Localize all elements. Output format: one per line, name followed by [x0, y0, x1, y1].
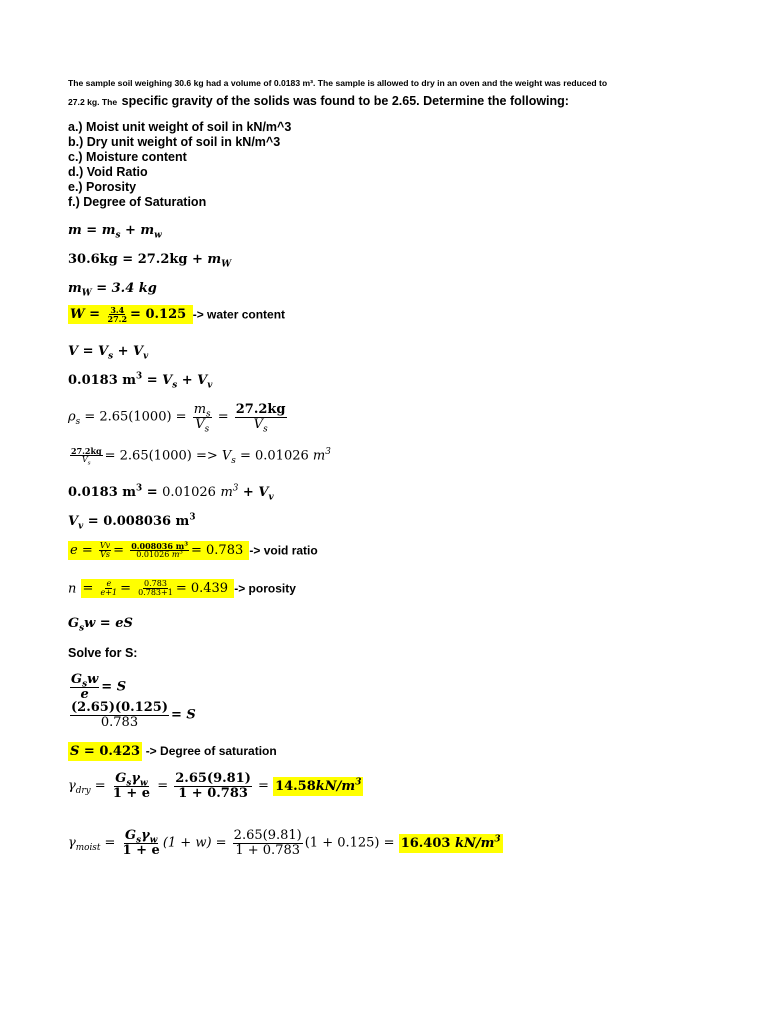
porosity-result: 0.439	[190, 581, 229, 597]
question-b: b.) Dry unit weight of soil in kN/m^3	[68, 135, 281, 149]
eq-dry-unit-weight: $\gamma_{dry}$ = $\frac{G_s\gamma_w}{1 + e}$ = $\frac{2.65(9.81)}{1 + 0.783}$ = $14.58kN/m^3$	[68, 771, 362, 801]
water-content-highlight: W = $\frac{3.4}{27.2}$ = 0.125	[68, 305, 193, 324]
e-numerator: 0.008036	[131, 541, 173, 551]
vs-fraction-numerator: 27.2kg	[71, 446, 102, 456]
eq-saturation-result	[68, 743, 277, 759]
dry-weight-denominator: 1 + 0.783	[178, 785, 248, 801]
eq-porosity: n = $\frac{e}{e+1}$ = $\frac{0.783}{0.783+1}$ = 0.439 -> porosity	[68, 579, 296, 598]
density-mass-numerator: 27.2kg	[235, 402, 286, 417]
n-denominator: 0.783+1	[138, 588, 173, 598]
eq-volume-values: 0.0183 $m^3 = V_s + V_v$	[68, 371, 213, 391]
total-volume-value: 0.0183 m	[68, 373, 137, 388]
eq-saturation-symbolic: $\frac{G_sw}{e}$ = S	[71, 672, 127, 702]
question-e: e.) Porosity	[68, 180, 137, 194]
eq-volume-substituted: 0.0183 $m^3 = 0.01026$ $m^3 + V_v$	[68, 483, 274, 503]
substituted-solid-volume: 0.01026	[162, 485, 216, 500]
void-ratio-highlight: e = $\frac{Vv}{Vs}$ = $\frac{0.008036 m^3}{0.01026 m^3}$ = 0.783	[68, 541, 249, 560]
substituted-total-volume: 0.0183 m	[68, 485, 137, 500]
density-expression: 2.65(1000)	[99, 409, 172, 425]
problem-intro-small: 27.2 kg. The	[68, 97, 118, 107]
moist-weight-highlight: 16.403 $kN/m^3$	[400, 834, 501, 851]
w-denominator: 27.2	[107, 314, 128, 325]
void-volume-result: 0.008036	[103, 514, 172, 529]
saturation-note: -> Degree of saturation	[145, 744, 277, 758]
w-numerator: 3.4	[110, 305, 125, 315]
eq-solid-density: $\rho_s = 2.65(1000)$ = $\frac{m_s}{V_s}$ = $\frac{27.2kg}{V_s}$	[68, 402, 286, 435]
total-mass-value: 30.6kg	[68, 252, 118, 267]
void-ratio-note: -> void ratio	[249, 543, 318, 558]
question-f: f.) Degree of Saturation	[68, 195, 207, 209]
dry-unit-weight-result: 14.58	[275, 778, 316, 794]
saturation-highlight: S = 0.423	[70, 744, 141, 759]
eq-void-volume: $V_v = 0.008036$ $m^3$	[68, 512, 196, 532]
eq-saturation-relation: $G_sw$ = eS	[68, 616, 133, 634]
question-c: c.) Moisture content	[68, 150, 187, 164]
eq-water-content	[68, 306, 285, 324]
problem-intro-large: specific gravity of the solids was found to be 2.65. Determine the following:	[121, 94, 569, 108]
problem-intro-line2	[68, 92, 569, 110]
s-numerator: (2.65)(0.125)	[71, 700, 168, 715]
solve-for-label: Solve for S:	[68, 646, 138, 660]
water-mass-value: 3.4 kg	[111, 281, 157, 296]
eq-void-ratio	[68, 542, 318, 560]
porosity-highlight: = $\frac{e}{e+1}$ = $\frac{0.783}{0.783+1}$ = 0.439	[81, 579, 235, 598]
moist-weight-denominator: 1 + 0.783	[235, 842, 301, 858]
moist-weight-numerator: 2.65(9.81)	[233, 828, 302, 843]
water-content-note: -> water content	[192, 307, 286, 322]
eq-volume-sum: $V = V_s + V_v$	[68, 344, 149, 362]
eq-water-mass: $m_W = 3.4$ kg	[68, 281, 157, 299]
problem-intro-text: The sample soil weighing 30.6 kg had a volume of 0.0183 m³. The sample is allowed to dry in an oven and the weight was reduced to	[68, 78, 608, 88]
void-ratio-result: 0.783	[206, 543, 244, 559]
question-d: d.) Void Ratio	[68, 165, 148, 179]
question-a: a.) Moist unit weight of soil in kN/m^3	[68, 120, 292, 134]
saturation-result: 0.423	[99, 744, 141, 759]
dry-weight-numerator: 2.65(9.81)	[175, 771, 251, 786]
moist-weight-factor: (1 + 0.125)	[304, 835, 380, 851]
eq-solid-volume: $\frac{27.2kg}{V_s}$ = $2.65(1000) => V_s = 0.01026$ $m^3$	[71, 446, 331, 467]
eq-saturation-numeric: $\frac{(2.65)(0.125)}{0.783}$ = S	[71, 700, 196, 730]
n-numerator: 0.783	[144, 579, 167, 588]
s-denominator: 0.783	[100, 714, 139, 730]
eq-mass-sum: $m = m_s + m_w$	[68, 223, 162, 241]
eq-mass-values: $30.6kg = 27.2kg + m_W$	[68, 252, 232, 270]
vs-density-expression: 2.65(1000)	[119, 448, 192, 464]
solid-volume-result: 0.01026	[255, 448, 309, 464]
problem-intro-line1	[68, 78, 607, 88]
eq-moist-unit-weight: $\gamma_{moist}$ = $\frac{G_s\gamma_w}{1 + e}$ (1 + w) = $\frac{2.65(9.81)}{1 + 0.783}$ (1 + 0.125) = 16.403 $kN/m^3$	[68, 828, 501, 858]
dry-weight-highlight: $14.58kN/m^3$	[275, 777, 362, 794]
porosity-note: -> porosity	[234, 581, 296, 596]
question-list	[68, 120, 291, 210]
dry-mass-value: 27.2kg	[137, 252, 188, 267]
moist-unit-weight-result: 16.403	[400, 835, 451, 851]
water-content-result: 0.125	[145, 307, 187, 323]
e-denominator: 0.01026	[136, 550, 170, 560]
